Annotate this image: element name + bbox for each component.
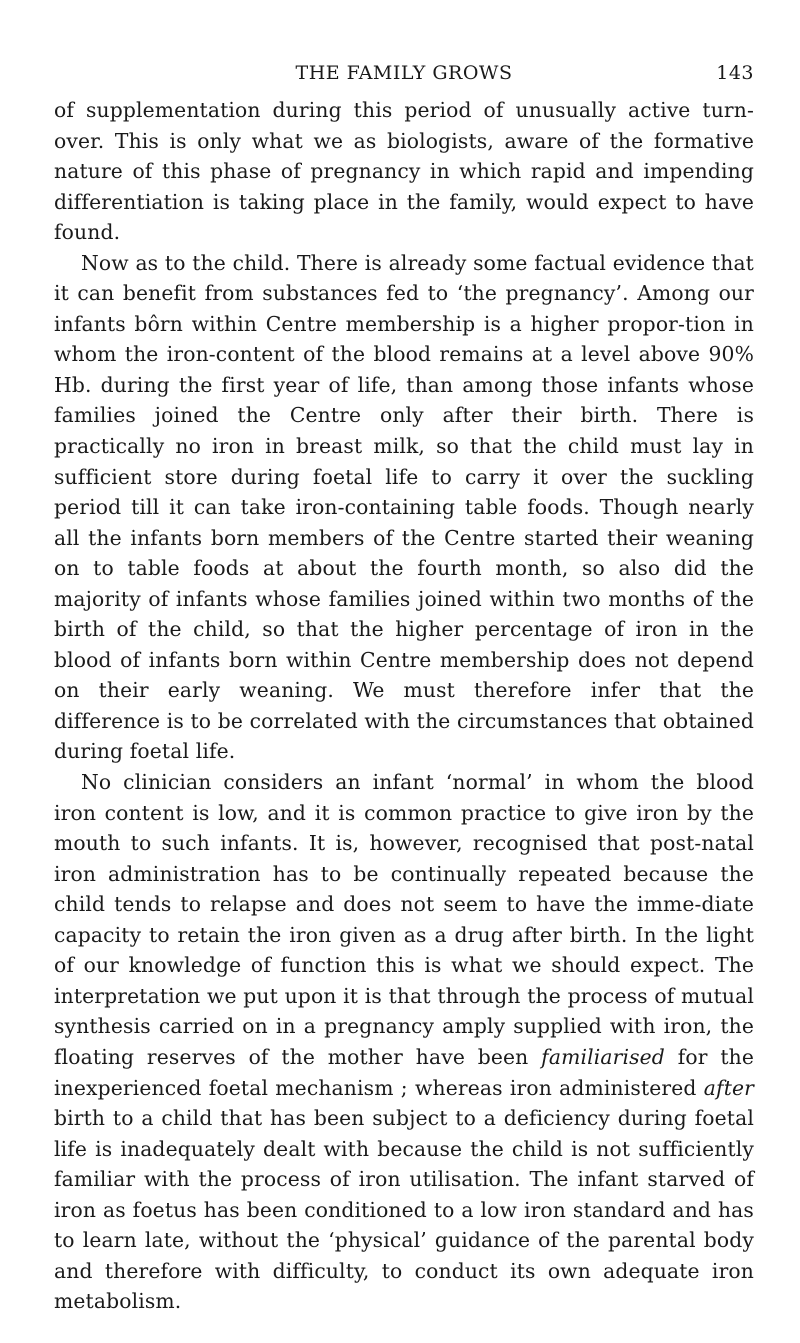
italic-familiarised: familiarised (541, 1044, 665, 1069)
paragraph-3-part-3: birth to a child that has been subject to a deficiency during foetal life is inadequately dealt with because the child is not sufficiently familiar with the process of iron utilisation. The infant starved of iron as foetus has been conditioned to a low iron standard and has to learn late, without the ‘physical’ guidance of the parental body and therefore with difficulty, to conduct its own adequate iron metabolism. (54, 1106, 754, 1314)
paragraph-3-part-2: for the inexperienced foetal mechanism ; whereas iron administered (54, 1044, 754, 1100)
paragraph-1: of supplementation during this period of unusually active turn-over. This is only what we as biologists, aware of the formative nature of this phase of pregnancy in which rapid and impending differentiation is taking place in the family, would expect to have found. (54, 98, 754, 245)
body-text (54, 95, 754, 1317)
running-header (54, 62, 754, 92)
page-number: 143 (716, 62, 754, 84)
paragraph-3 (54, 767, 754, 1317)
paragraph-2: Now as to the child. There is already some factual evidence that it can benefit from substances fed to ‘the pregnancy’. Among our infants bôrn within Centre membership is a higher propor-tion in whom the iron-content of the blood remains at a level above 90% Hb. during the first year of life, than among those infants whose families joined the Centre only after their birth. There is practically no iron in breast milk, so that the child must lay in sufficient store during foetal life to carry it over the suckling period till it can take iron-containing table foods. Though nearly all the infants born members of the Centre started their weaning on to table foods at about the fourth month, so also did the majority of infants whose families joined within two months of the birth of the child, so that the higher percentage of iron in the blood of infants born within Centre membership does not depend on their early weaning. We must therefore infer that the difference is to be correlated with the circumstances that obtained during foetal life. (54, 250, 754, 764)
book-page (54, 62, 754, 1317)
chapter-title: THE FAMILY GROWS (295, 62, 513, 84)
italic-after: after (703, 1075, 754, 1100)
paragraph-3-part-1: No clinician considers an infant ‘normal’ in whom the blood iron content is low, and it is common practice to give iron by the mouth to such infants. It is, however, recognised that post-natal iron administration has to be continually repeated because the child tends to relapse and does not seem to have the imme-diate capacity to retain the iron given as a drug after birth. In the light of our knowledge of function this is what we should expect. The interpretation we put upon it is that through the process of mutual synthesis carried on in a pregnancy amply supplied with iron, the floating reserves of the mother have been (54, 770, 754, 1069)
